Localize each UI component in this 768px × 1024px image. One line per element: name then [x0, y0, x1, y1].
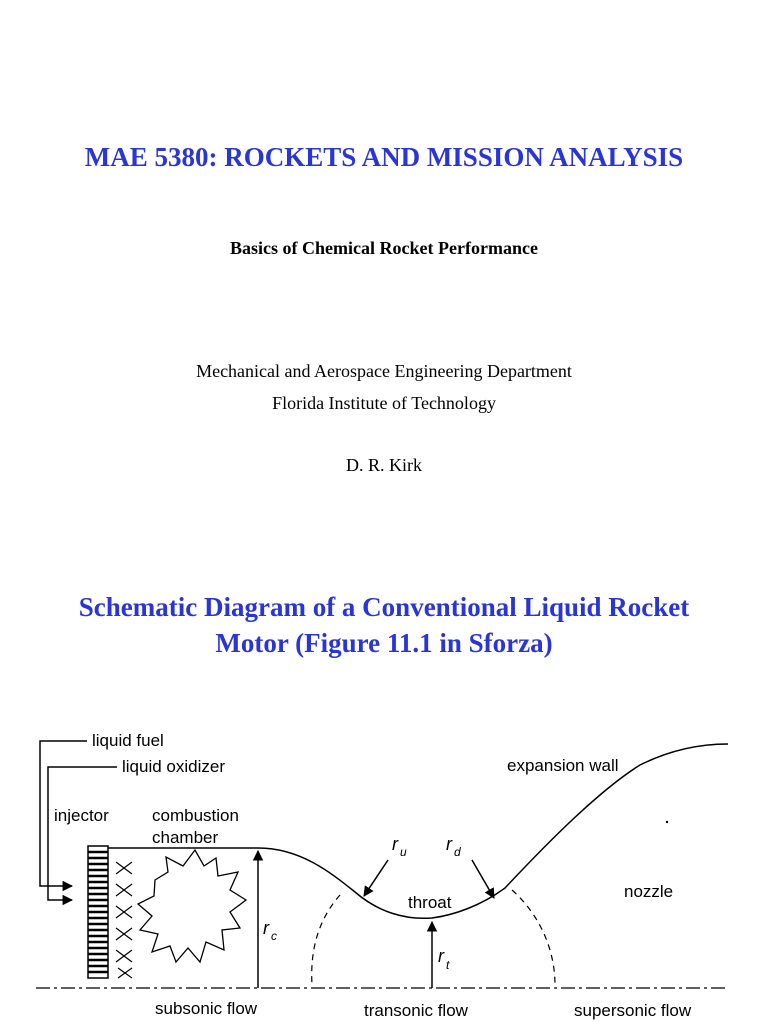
rt-symbol: r — [438, 946, 444, 966]
section-title-line1: Schematic Diagram of a Conventional Liquid Rocket — [78, 592, 690, 622]
ru-subscript: u — [400, 845, 407, 859]
department-name: Mechanical and Aerospace Engineering Department — [196, 361, 572, 381]
liquid-fuel-label: liquid fuel — [92, 731, 164, 750]
page-title: MAE 5380: ROCKETS AND MISSION ANALYSIS — [84, 142, 684, 172]
expansion-wall-label: expansion wall — [507, 756, 619, 775]
injector-plate — [88, 846, 108, 978]
upstream-sonic-arc — [312, 895, 340, 985]
injector-label: injector — [54, 806, 109, 825]
transonic-flow-label: transonic flow — [364, 1001, 468, 1020]
combustion-flame-icon — [138, 850, 246, 962]
page-subtitle: Basics of Chemical Rocket Performance — [230, 238, 538, 258]
author-name: D. R. Kirk — [346, 455, 422, 475]
section-title-line2: Motor (Figure 11.1 in Sforza) — [215, 628, 553, 658]
rt-subscript: t — [446, 958, 450, 972]
throat-label: throat — [408, 893, 452, 912]
liquid-oxidizer-label: liquid oxidizer — [122, 757, 225, 776]
section-title — [0, 589, 768, 661]
subsonic-flow-label: subsonic flow — [155, 999, 258, 1018]
chamber-label: chamber — [152, 828, 219, 847]
rc-subscript: c — [271, 929, 277, 943]
rd-subscript: d — [454, 845, 461, 859]
combustion-label: combustion — [152, 806, 239, 825]
supersonic-flow-label: supersonic flow — [574, 1001, 692, 1020]
rocket-motor-diagram — [0, 710, 768, 1024]
rd-arrow — [472, 860, 494, 898]
wall-dot — [666, 821, 668, 823]
rd-symbol: r — [446, 834, 452, 854]
downstream-sonic-arc — [512, 890, 555, 985]
institution-name: Florida Institute of Technology — [272, 393, 496, 413]
injector-spray — [116, 862, 132, 978]
nozzle-label: nozzle — [624, 882, 674, 901]
rc-symbol: r — [263, 918, 269, 938]
ru-symbol: r — [392, 834, 398, 854]
ru-arrow — [364, 860, 388, 896]
